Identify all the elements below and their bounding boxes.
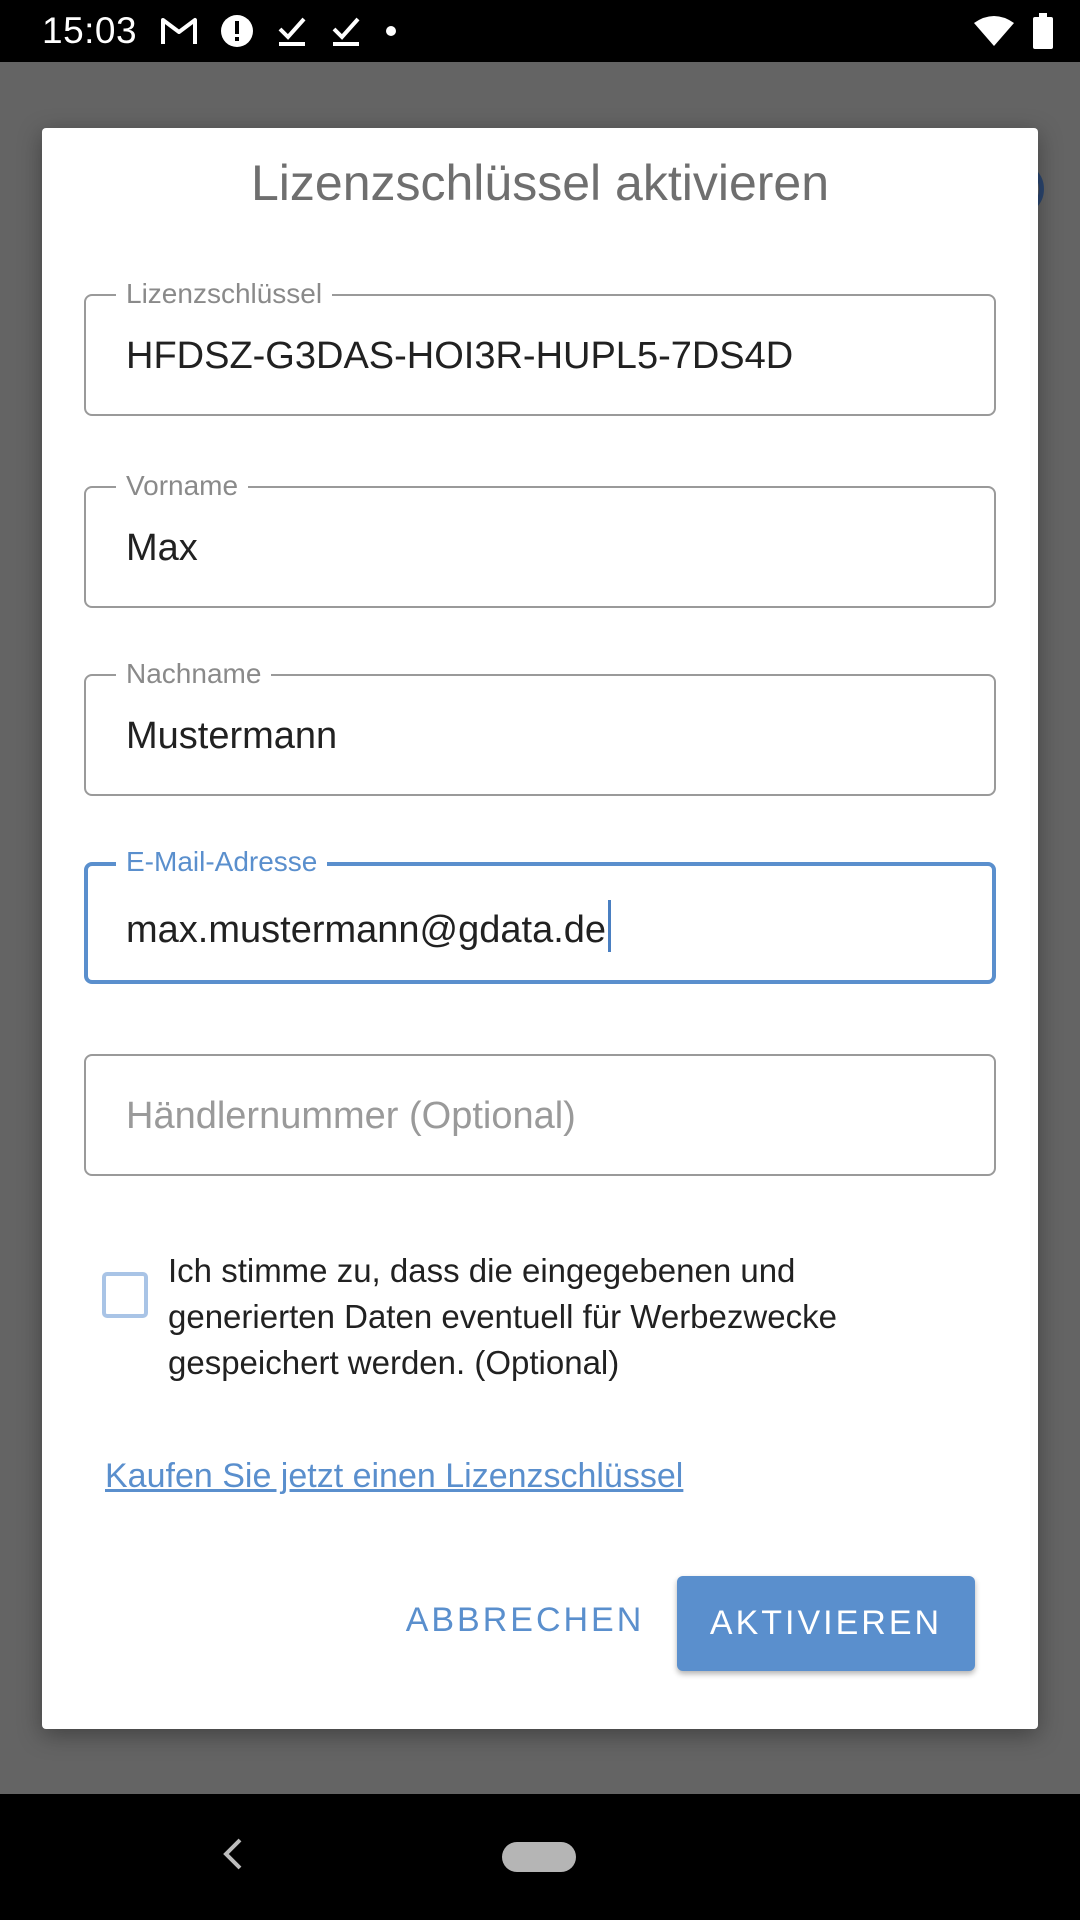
license-key-label: Lizenzschlüssel	[116, 276, 332, 312]
email-value: max.mustermann@gdata.de	[126, 909, 607, 951]
first-name-label: Vorname	[116, 468, 248, 504]
dot-icon	[384, 24, 398, 38]
buy-license-link[interactable]: Kaufen Sie jetzt einen Lizenzschlüssel	[105, 1457, 684, 1495]
battery-icon	[1032, 13, 1054, 49]
first-name-value: Max	[126, 527, 198, 569]
alert-icon	[220, 14, 254, 48]
home-pill-icon[interactable]	[502, 1842, 576, 1872]
last-name-value: Mustermann	[126, 715, 338, 757]
license-key-field[interactable]	[84, 278, 996, 416]
last-name-label: Nachname	[116, 656, 271, 692]
first-name-field[interactable]	[84, 470, 996, 608]
dialog-title: Lizenzschlüssel aktivieren	[250, 155, 830, 211]
dealer-number-placeholder: Händlernummer (Optional)	[126, 1095, 576, 1137]
activate-button[interactable]: AKTIVIEREN	[677, 1576, 975, 1671]
text-cursor	[608, 900, 611, 952]
download-done-icon	[276, 15, 308, 47]
wifi-icon	[974, 15, 1014, 47]
consent-checkbox[interactable]	[102, 1272, 148, 1318]
system-icons	[956, 10, 1054, 52]
email-label: E-Mail-Adresse	[116, 844, 327, 880]
license-key-value: HFDSZ-G3DAS-HOI3R-HUPL5-7DS4D	[126, 335, 794, 377]
status-bar	[0, 0, 1080, 62]
consent-row	[102, 1248, 982, 1388]
email-field[interactable]	[84, 846, 996, 984]
license-activation-dialog	[42, 128, 1038, 1729]
download-done-icon	[330, 15, 362, 47]
back-icon[interactable]	[216, 1834, 250, 1879]
dealer-number-field[interactable]	[84, 1054, 996, 1176]
cancel-button[interactable]: ABBRECHEN	[405, 1601, 645, 1639]
status-time: 15:03	[42, 10, 138, 51]
consent-text[interactable]: Ich stimme zu, dass die eingegebenen und generierten Daten eventuell für Werbezwecke gespeichert werden. (Optional)	[168, 1252, 837, 1381]
last-name-field[interactable]	[84, 658, 996, 796]
email-value-wrap	[126, 900, 611, 954]
gmail-icon	[160, 16, 198, 46]
notification-icons	[160, 10, 420, 52]
